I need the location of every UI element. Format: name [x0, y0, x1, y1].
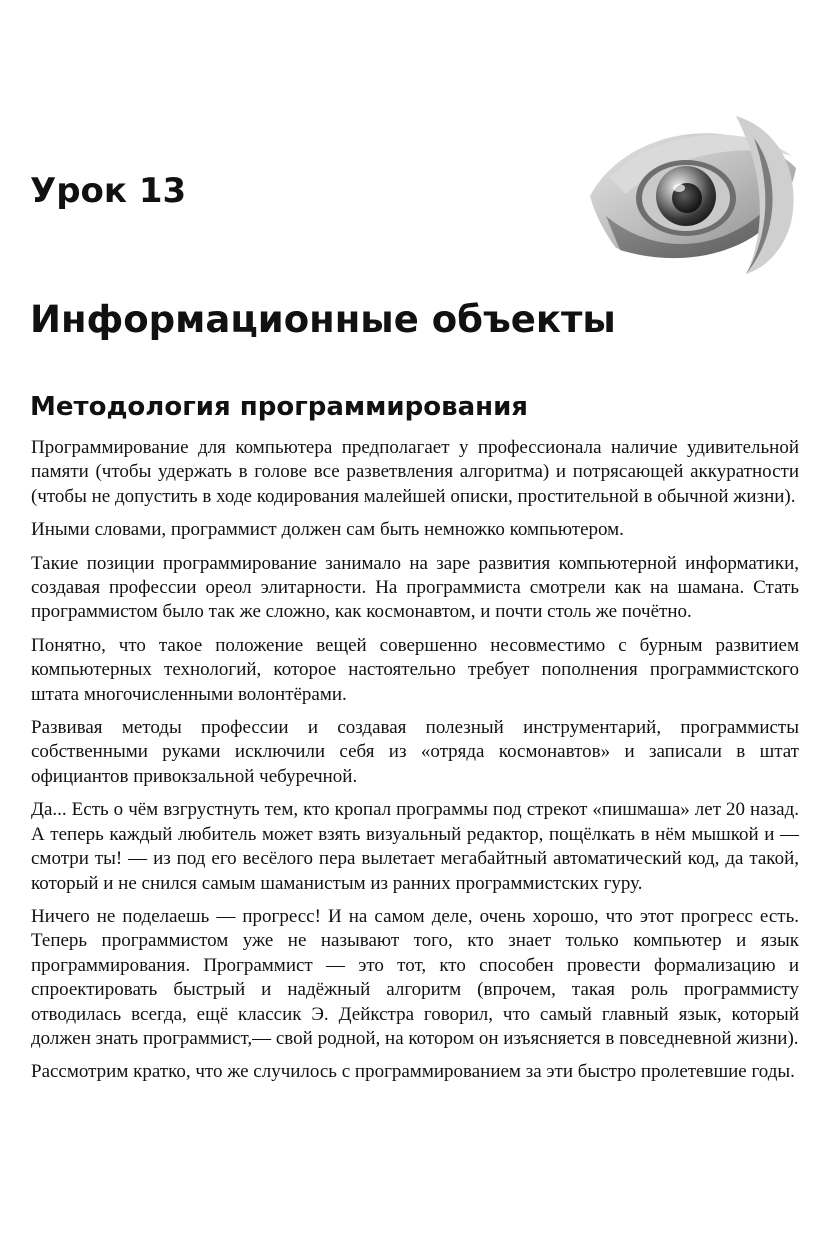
paragraph: Программирование для компьютера предполагает у профессионала наличие удивительной памяти (чтобы удержать в голове все разветвления алгоритма) и потрясающей аккуратности (чтобы не допустить в ходе кодирования малейшей описки, простительной в обычной жизни).	[31, 437, 799, 507]
paragraph: Рассмотрим кратко, что же случилось с программированием за эти быстро пролетевшие годы.	[31, 1061, 795, 1083]
body-text	[31, 436, 799, 1094]
paragraph: Да... Есть о чём взгрустнуть тем, кто кропал программы под стрекот «пишмаша» лет 20 назад. А теперь каждый любитель может взять визуальный редактор, пощёлкать в нём мышкой и — смотри ты! — из под его весёлого пера вылетает мегабайтный автоматический код, да такой, который и не снился самым шаманистым из ранних программистских гуру.	[31, 799, 799, 894]
lesson-label: Урок 13	[30, 171, 187, 211]
chapter-title: Информационные объекты	[30, 298, 616, 341]
paragraph: Понятно, что такое положение вещей совершенно несовместимо с бурным развитием компьютерных технологий, которое настоятельно требует пополнения программистского штата многочисленными волонтёрами.	[31, 634, 799, 705]
paragraph: Ничего не поделаешь — прогресс! И на самом деле, очень хорошо, что этот прогресс есть. Теперь программистом уже не называют того, кто знает только компьютер и язык программирования. Программист — это тот, кто способен провести формализацию и спроектировать быстрый и надёжный алгоритм (впрочем, такая роль программисту отводилась всегда, ещё классик Э. Дейкстра говорил, что самый главный язык, который должен знать программист,— свой родной, на котором он изъясняется в повседневной жизни).	[31, 905, 799, 1049]
paragraph: Иными словами, программист должен сам быть немножко компьютером.	[31, 519, 624, 541]
section-title: Методология программирования	[30, 392, 528, 422]
paragraph: Такие позиции программирование занимало на заре развития компьютерной информатики, создавая профессии ореол элитарности. На программиста смотрели как на шамана. Стать программистом было так же сложно, как космонавтом, и почти столь же почётно.	[31, 552, 799, 623]
eye-emblem-icon	[586, 108, 800, 274]
paragraph: Развивая методы профессии и создавая полезный инструментарий, программисты собственными руками исключили себя из «отряда космонавтов» и записали в штат официантов привокзальной чебуречной.	[31, 717, 799, 787]
